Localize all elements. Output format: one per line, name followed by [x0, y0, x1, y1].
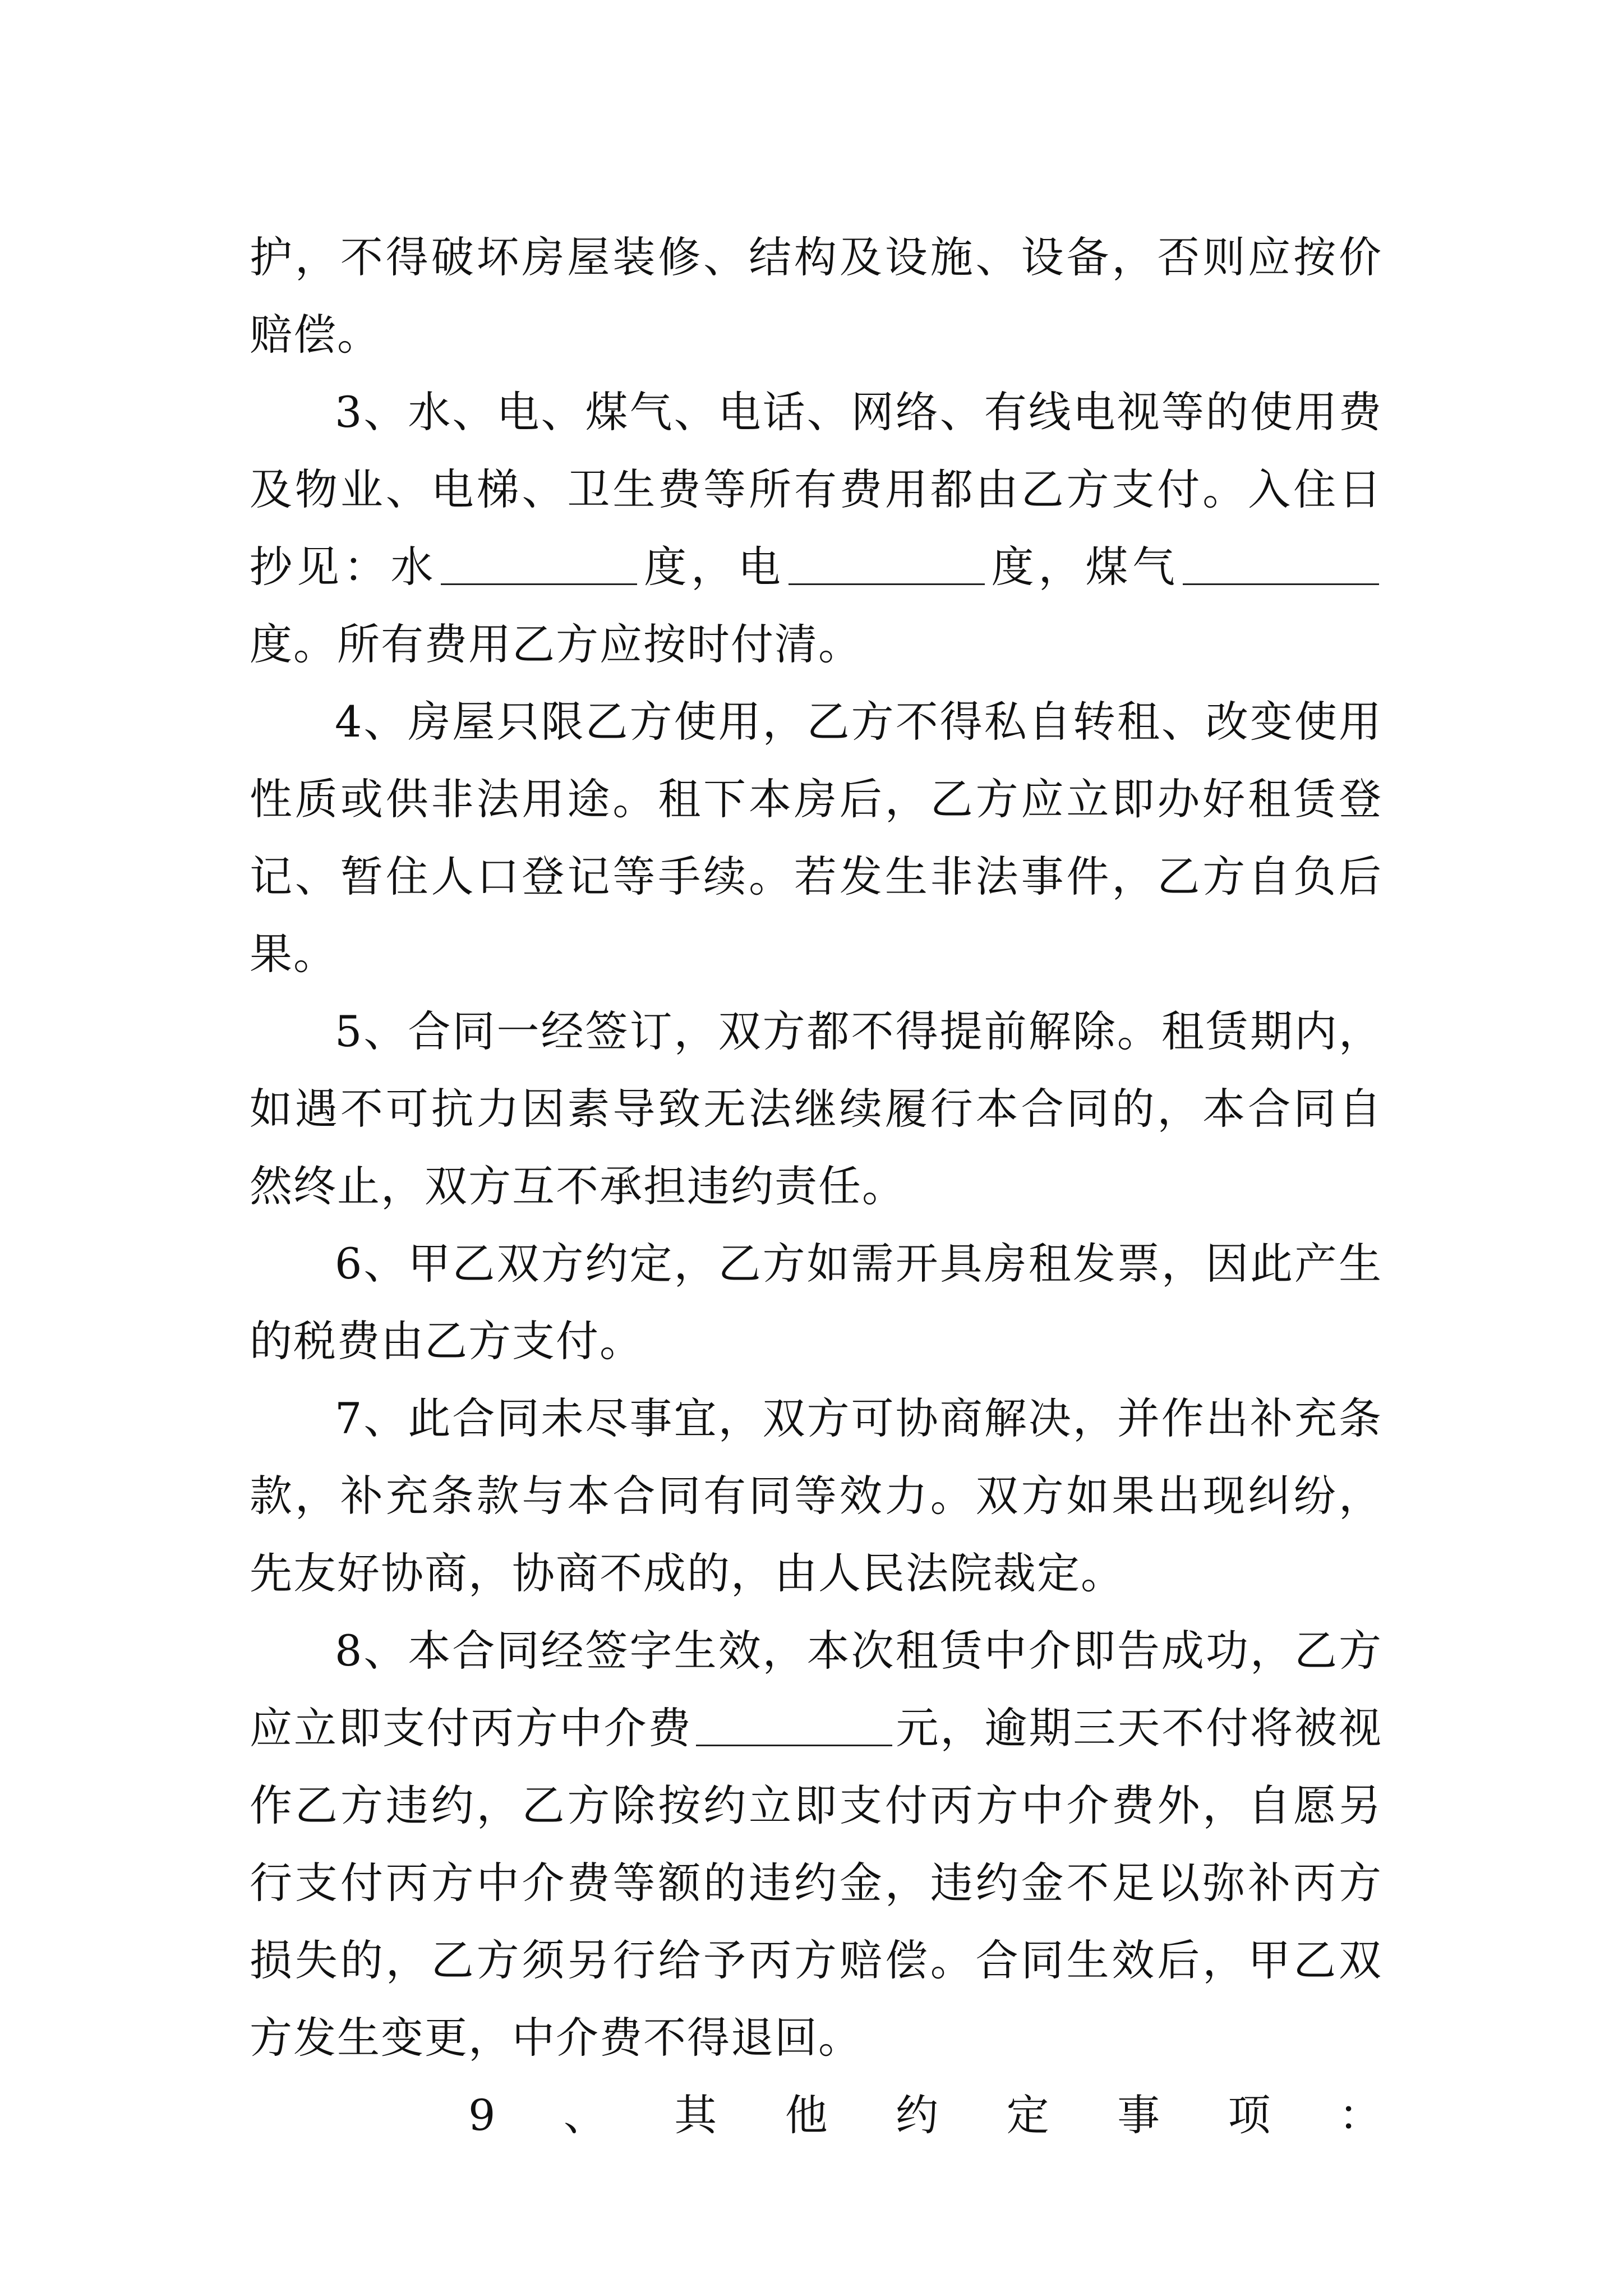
clause-9-char: 9 [468, 2090, 497, 2140]
clause-9-char: ： [1338, 2090, 1382, 2140]
clause-3-text-d: 度。所有费用乙方应按时付清。 [250, 619, 862, 669]
clause-9-char: 、 [563, 2090, 607, 2140]
clause-9-char: 事 [1117, 2090, 1161, 2140]
clause-9-char: 他 [785, 2090, 829, 2140]
clause-8-agency-fee [250, 1612, 1382, 2077]
clause-8-text-a: 8、本合同经签字生效，本次租赁中介即告成功，乙方应立即支付丙方中介费 [250, 1626, 1382, 1753]
clause-7-disputes: 7、此合同未尽事宜，双方可协商解决，并作出补充条款，补充条款与本合同有同等效力。双方如果出现纠纷，先友好协商，协商不成的，由人民法院裁定。 [250, 1393, 1382, 1598]
clause-3-utilities [250, 374, 1382, 683]
gas-reading-blank [1183, 583, 1379, 585]
contract-body [250, 219, 1382, 2154]
clause-9-char: 其 [674, 2090, 718, 2140]
clause-9-other-terms [250, 2077, 1382, 2154]
clause-8-text-b: 元，逾期三天不付将被视作乙方违约，乙方除按约立即支付丙方中介费外，自愿另行支付丙方中介费等额的违约金，违约金不足以弥补丙方损失的，乙方须另行给予丙方赔偿。合同生效后，甲乙双方发生变更，中介费不得退回。 [250, 1703, 1383, 2063]
clause-5-termination: 5、合同一经签订，双方都不得提前解除。租赁期内，如遇不可抗力因素导致无法继续履行本合同的，本合同自然终止，双方互不承担违约责任。 [250, 1006, 1382, 1211]
clause-3-text-c: 度，煤气 [988, 542, 1180, 592]
clause-4-usage: 4、房屋只限乙方使用，乙方不得私自转租、改变使用性质或供非法用途。租下本房后，乙方应立即办好租赁登记、暂住人口登记等手续。若发生非法事件，乙方自负后果。 [250, 697, 1382, 979]
clause-9-char: 项 [1228, 2090, 1272, 2140]
clause-9-char: 约 [896, 2090, 940, 2140]
water-reading-blank [441, 583, 637, 585]
paragraph-continued: 护，不得破坏房屋装修、结构及设施、设备，否则应按价赔偿。 [250, 232, 1382, 360]
clause-6-invoice: 6、甲乙双方约定，乙方如需开具房租发票，因此产生的税费由乙方支付。 [250, 1239, 1382, 1366]
clause-3-text-b: 度，电 [640, 542, 785, 592]
clause-9-char: 定 [1006, 2090, 1050, 2140]
clause-3-text-a: 3、水、电、煤气、电话、网络、有线电视等的使用费及物业、电梯、卫生费等所有费用都由乙方支付。入住日抄见：水 [250, 387, 1382, 592]
agency-fee-blank [696, 1745, 892, 1746]
electricity-reading-blank [789, 583, 985, 585]
